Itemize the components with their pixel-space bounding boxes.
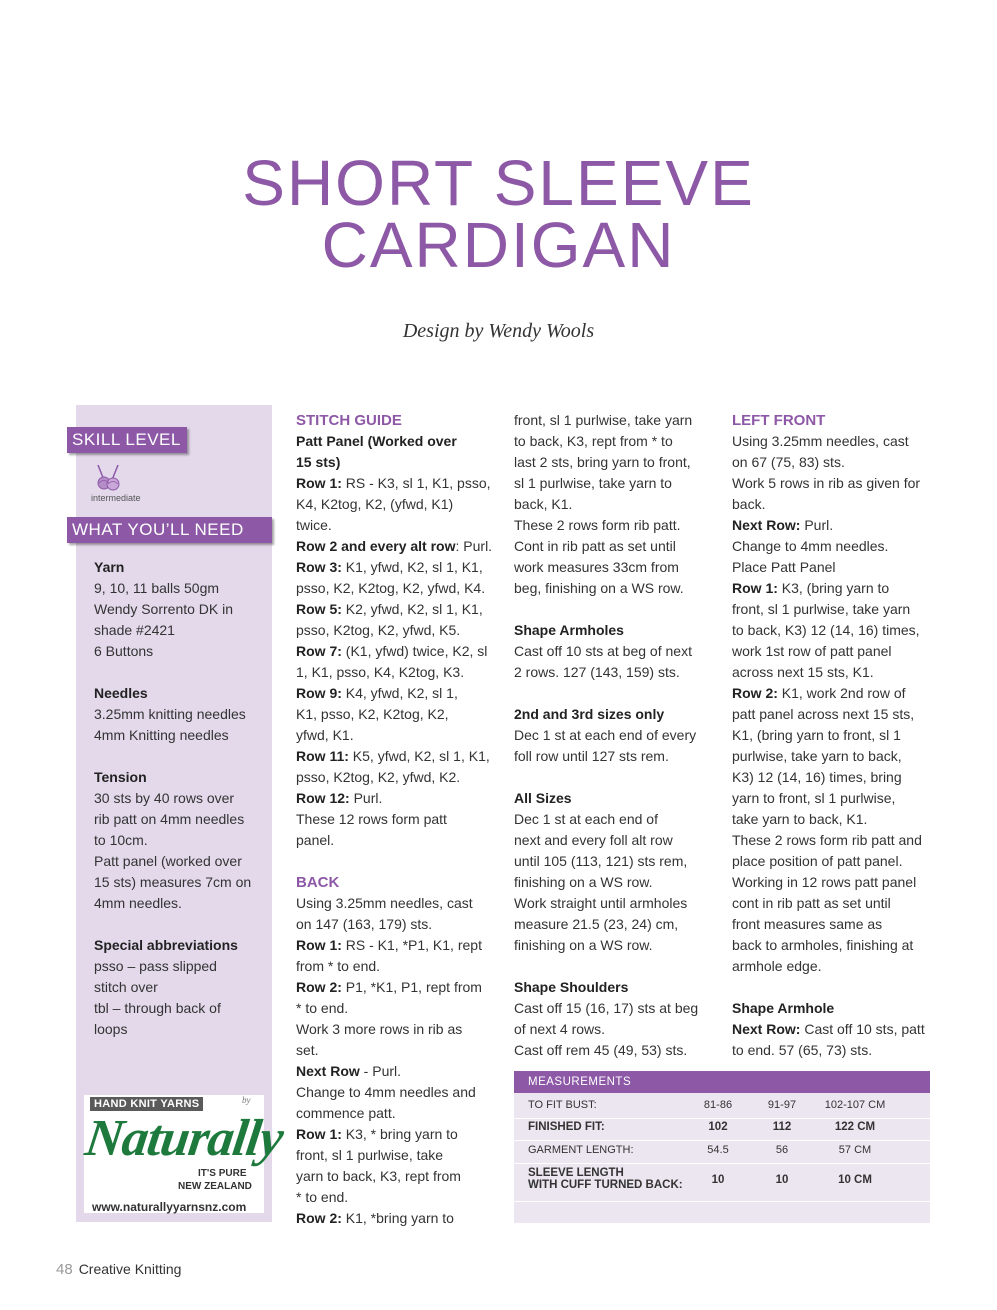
- instruction-text: back, K1.: [514, 496, 573, 512]
- page-title: [0, 147, 997, 281]
- instruction-line: [296, 1103, 496, 1124]
- instruction-line: [296, 767, 496, 788]
- column-stitch-guide: [296, 410, 496, 1229]
- tension-line: to 10cm.: [94, 832, 148, 848]
- instruction-text: Work 5 rows in rib as given for: [732, 475, 921, 491]
- instruction-line: [296, 1082, 496, 1103]
- instruction-line: [514, 872, 719, 893]
- abbreviation-line: loops: [94, 1021, 128, 1037]
- naturally-logo: Naturally: [81, 1110, 287, 1167]
- instruction-line: [732, 599, 937, 620]
- spacer: [732, 977, 937, 998]
- instruction-text: purlwise, take yarn to back,: [732, 748, 902, 764]
- instruction-line: [296, 641, 496, 662]
- instruction-text: - Purl.: [359, 1063, 402, 1079]
- tension-line: 30 sts by 40 rows over: [94, 790, 235, 806]
- measurement-label: [528, 1167, 683, 1191]
- page-footer: [56, 1261, 181, 1278]
- instruction-text: to end. 57 (65, 73) sts.: [732, 1042, 873, 1058]
- row-label: Row 11:: [296, 748, 349, 764]
- subheading-text: 15 sts): [296, 454, 341, 470]
- tension-line: 4mm needles.: [94, 895, 182, 911]
- instruction-text: finishing on a WS row.: [514, 937, 653, 953]
- page-number: 48: [56, 1261, 73, 1278]
- spacer: [514, 767, 719, 788]
- abbreviation-line: tbl – through back of: [94, 1000, 221, 1016]
- instruction-text: of next 4 rows.: [514, 1021, 606, 1037]
- tension-line: 15 sts) measures 7cm on: [94, 874, 252, 890]
- column-back-continued: [514, 410, 719, 1061]
- instruction-text: Change to 4mm needles.: [732, 538, 889, 554]
- instruction-line: [732, 704, 937, 725]
- instruction-line: [732, 956, 937, 977]
- spacer: [296, 851, 496, 872]
- subheading: [514, 788, 719, 809]
- row-divider: [514, 1201, 930, 1202]
- instruction-line: [296, 704, 496, 725]
- instruction-line: [732, 641, 937, 662]
- spacer: [514, 956, 719, 977]
- instruction-line: [296, 998, 496, 1019]
- instruction-line: [514, 998, 719, 1019]
- section-heading: BACK: [296, 874, 340, 891]
- instruction-text: armhole edge.: [732, 958, 822, 974]
- subheading: [514, 977, 719, 998]
- measurement-label-line: WITH CUFF TURNED BACK:: [528, 1179, 683, 1191]
- instruction-line: [732, 494, 937, 515]
- instruction-text: on 147 (163, 179) sts.: [296, 916, 433, 932]
- instruction-text: Working in 12 rows patt panel: [732, 874, 917, 890]
- measurement-value: 10: [711, 1174, 725, 1186]
- instruction-line: [296, 1124, 496, 1145]
- instruction-text: place position of patt panel.: [732, 853, 903, 869]
- instruction-line: [514, 914, 719, 935]
- measurement-label: [528, 1099, 597, 1111]
- instruction-line: [514, 1040, 719, 1061]
- instruction-line: [296, 494, 496, 515]
- instruction-line: [296, 809, 496, 830]
- measurements-title: MEASUREMENTS: [514, 1071, 930, 1093]
- instruction-text: K1, psso, K2, K2tog, K2,: [296, 706, 449, 722]
- instruction-text: Using 3.25mm needles, cast: [732, 433, 909, 449]
- instruction-line: [514, 746, 719, 767]
- instruction-line: [732, 746, 937, 767]
- subheading: [296, 452, 496, 473]
- instruction-line: [296, 830, 496, 851]
- instruction-line: [296, 1166, 496, 1187]
- row-label: Row 1:: [296, 1126, 342, 1142]
- instruction-line: [732, 620, 937, 641]
- subheading: [732, 998, 937, 1019]
- instruction-text: Using 3.25mm needles, cast: [296, 895, 473, 911]
- measurement-value: 10 CM: [838, 1174, 872, 1186]
- instruction-line: [296, 914, 496, 935]
- subheading-text: Shape Armhole: [732, 1000, 835, 1016]
- instruction-text: K3) 12 (14, 16) times, bring: [732, 769, 902, 785]
- instruction-line: [732, 536, 937, 557]
- yarn-line: 9, 10, 11 balls 50gm: [94, 580, 220, 596]
- instruction-line: [296, 1040, 496, 1061]
- instruction-text: Place Patt Panel: [732, 559, 836, 575]
- instruction-text: last 2 sts, bring yarn to front,: [514, 454, 691, 470]
- row-label: Row 2 and every alt row: [296, 538, 456, 554]
- instruction-text: to back, K3, rept from * to: [514, 433, 673, 449]
- instruction-text: 1, K1, psso, K4, K2tog, K3.: [296, 664, 465, 680]
- instruction-text: These 2 rows form rib patt.: [514, 517, 681, 533]
- instruction-line: [732, 935, 937, 956]
- needles-heading: Needles: [94, 685, 148, 701]
- instruction-line: [732, 893, 937, 914]
- instruction-text: Cast off rem 45 (49, 53) sts.: [514, 1042, 688, 1058]
- yarn-line: Wendy Sorrento DK in: [94, 601, 234, 617]
- yarn-ball-icon: [94, 463, 122, 493]
- instruction-line: [514, 515, 719, 536]
- materials-list: [94, 557, 269, 1040]
- abbreviation-line: psso – pass slipped: [94, 958, 217, 974]
- abbreviation-line: stitch over: [94, 979, 158, 995]
- row-label: Row 5:: [296, 601, 342, 617]
- subheading: [514, 704, 719, 725]
- ad-by: by: [242, 1095, 251, 1105]
- tension-line: Patt panel (worked over: [94, 853, 242, 869]
- row-label: Row 7:: [296, 643, 342, 659]
- measurement-value: 102-107 CM: [824, 1099, 886, 1111]
- instruction-text: back.: [732, 496, 766, 512]
- instruction-text: K5, yfwd, K2, sl 1, K1,: [348, 748, 490, 764]
- instruction-line: [514, 935, 719, 956]
- instruction-line: [514, 431, 719, 452]
- measurement-value: 10: [775, 1174, 789, 1186]
- instruction-line: [732, 662, 937, 683]
- instruction-text: Cast off 10 sts, patt: [800, 1021, 925, 1037]
- instruction-line: [732, 1019, 937, 1040]
- instruction-text: next and every foll alt row: [514, 832, 673, 848]
- sidebar-panel: [72, 405, 287, 1222]
- instruction-line: [514, 893, 719, 914]
- instruction-text: front, sl 1 purlwise, take: [296, 1147, 444, 1163]
- measurement-value: 56: [775, 1144, 789, 1156]
- instruction-line: [514, 851, 719, 872]
- instruction-text: psso, K2, K2tog, K2, yfwd, K4.: [296, 580, 486, 596]
- instruction-text: panel.: [296, 832, 335, 848]
- instruction-text: psso, K2tog, K2, yfwd, K5.: [296, 622, 461, 638]
- instruction-line: [514, 641, 719, 662]
- row-label: Row 12:: [296, 790, 350, 806]
- instruction-text: yarn to front, sl 1 purlwise,: [732, 790, 896, 806]
- instruction-line: [514, 809, 719, 830]
- instruction-text: across next 15 sts, K1.: [732, 664, 874, 680]
- instruction-text: work 1st row of patt panel: [732, 643, 892, 659]
- instruction-line: [296, 977, 496, 998]
- row-divider: [514, 1140, 930, 1141]
- measurements-table: [514, 1071, 930, 1223]
- instruction-text: yfwd, K1.: [296, 727, 354, 743]
- instruction-line: [732, 809, 937, 830]
- instruction-line: [514, 410, 719, 431]
- yarn-line: 6 Buttons: [94, 643, 154, 659]
- instruction-text: Dec 1 st at each end of every: [514, 727, 697, 743]
- column-left-front: [732, 410, 937, 1061]
- measurement-label: [528, 1144, 634, 1156]
- measurement-value: 81-86: [703, 1099, 733, 1111]
- row-label: Row 2:: [732, 685, 778, 701]
- byline: Design by Wendy Wools: [402, 320, 595, 342]
- measurement-value: 112: [772, 1121, 792, 1133]
- spacer: [514, 599, 719, 620]
- tension-line: rib patt on 4mm needles: [94, 811, 245, 827]
- instruction-text: back to armholes, finishing at: [732, 937, 914, 953]
- instruction-line: [296, 1061, 496, 1082]
- instruction-text: These 2 rows form rib patt and: [732, 832, 922, 848]
- instruction-text: set.: [296, 1042, 319, 1058]
- instruction-line: [296, 788, 496, 809]
- ad-tagline: NEW ZEALAND: [178, 1181, 252, 1192]
- instruction-line: [296, 536, 496, 557]
- instruction-text: (K1, yfwd) twice, K2, sl: [341, 643, 488, 659]
- instruction-line: [296, 683, 496, 704]
- what-you-need-tag: WHAT YOU’LL NEED: [67, 517, 272, 543]
- instruction-text: K1, (bring yarn to front, sl 1: [732, 727, 901, 743]
- instruction-line: [732, 452, 937, 473]
- instruction-line: [732, 557, 937, 578]
- instruction-text: Work 3 more rows in rib as: [296, 1021, 463, 1037]
- measurement-value: 91-97: [767, 1099, 797, 1111]
- instruction-line: [514, 494, 719, 515]
- instruction-text: Dec 1 st at each end of: [514, 811, 658, 827]
- instruction-line: [296, 1145, 496, 1166]
- subheading-text: Shape Armholes: [514, 622, 624, 638]
- instruction-line: [296, 1019, 496, 1040]
- instruction-line: [732, 578, 937, 599]
- instruction-text: K4, K2tog, K2, (yfwd, K1): [296, 496, 454, 512]
- row-label: Row 2:: [296, 1210, 342, 1226]
- instruction-text: patt panel across next 15 sts,: [732, 706, 915, 722]
- ad-tagline: IT'S PURE: [198, 1168, 247, 1179]
- title-line-2: CARDIGAN: [321, 209, 676, 281]
- instruction-text: yarn to back, K3, rept from: [296, 1168, 461, 1184]
- instruction-text: beg, finishing on a WS row.: [514, 580, 684, 596]
- instruction-text: from * to end.: [296, 958, 381, 974]
- instruction-text: foll row until 127 sts rem.: [514, 748, 669, 764]
- instruction-line: [514, 536, 719, 557]
- instruction-text: K1, yfwd, K2, sl 1, K1,: [341, 559, 483, 575]
- instruction-text: * to end.: [296, 1000, 349, 1016]
- section-heading: LEFT FRONT: [732, 412, 826, 429]
- measurement-value: 102: [708, 1121, 728, 1133]
- row-label: Row 1:: [296, 937, 342, 953]
- instruction-text: K2, yfwd, K2, sl 1, K1,: [341, 601, 483, 617]
- measurement-value: 122 CM: [834, 1121, 876, 1133]
- naturally-yarns-ad: [81, 1095, 287, 1214]
- instruction-line: [732, 851, 937, 872]
- instruction-line: [514, 578, 719, 599]
- subheading-text: 2nd and 3rd sizes only: [514, 706, 665, 722]
- instruction-text: 2 rows. 127 (143, 159) sts.: [514, 664, 680, 680]
- instruction-line: [732, 515, 937, 536]
- skill-level-value: intermediate: [91, 493, 141, 503]
- row-label: Next Row: [296, 1063, 360, 1079]
- instruction-text: RS - K1, *P1, K1, rept: [341, 937, 482, 953]
- instruction-line: [296, 725, 496, 746]
- instruction-line: [514, 725, 719, 746]
- instruction-text: cont in rib patt as set until: [732, 895, 891, 911]
- ad-header: HAND KNIT YARNS: [90, 1097, 203, 1111]
- instruction-text: measure 21.5 (23, 24) cm,: [514, 916, 679, 932]
- magazine-name: Creative Knitting: [78, 1261, 182, 1277]
- ad-url-link[interactable]: www.naturallyyarnsnz.com: [92, 1200, 247, 1214]
- instruction-text: take yarn to back, K1.: [732, 811, 868, 827]
- title-line-1: SHORT SLEEVE: [242, 147, 755, 219]
- measurement-value: 57 CM: [838, 1144, 872, 1156]
- instruction-text: front measures same as: [732, 916, 883, 932]
- measurement-label-line: GARMENT LENGTH:: [528, 1144, 634, 1156]
- section-heading: STITCH GUIDE: [296, 412, 402, 429]
- tension-heading: Tension: [94, 769, 147, 785]
- row-label: Row 9:: [296, 685, 342, 701]
- instruction-line: [732, 914, 937, 935]
- subheading-text: Shape Shoulders: [514, 979, 629, 995]
- instruction-text: twice.: [296, 517, 332, 533]
- instruction-text: Cast off 15 (16, 17) sts at beg: [514, 1000, 699, 1016]
- instruction-text: * to end.: [296, 1189, 349, 1205]
- instruction-text: K3, (bring yarn to: [777, 580, 890, 596]
- instruction-line: [514, 662, 719, 683]
- instruction-text: Cast off 10 sts at beg of next: [514, 643, 692, 659]
- row-label: Row 3:: [296, 559, 342, 575]
- instruction-line: [296, 956, 496, 977]
- instruction-line: [732, 683, 937, 704]
- instruction-line: [732, 788, 937, 809]
- instruction-line: [296, 515, 496, 536]
- instruction-text: K3, * bring yarn to: [341, 1126, 458, 1142]
- row-label: Next Row:: [732, 517, 801, 533]
- instruction-line: [732, 1040, 937, 1061]
- instruction-text: K1, work 2nd row of: [777, 685, 906, 701]
- row-label: Row 2:: [296, 979, 342, 995]
- instruction-text: front, sl 1 purlwise, take yarn: [732, 601, 911, 617]
- needles-line: 3.25mm knitting needles: [94, 706, 246, 722]
- instruction-line: [296, 557, 496, 578]
- instruction-text: commence patt.: [296, 1105, 396, 1121]
- measurement-value: 54.5: [707, 1144, 729, 1156]
- row-divider: [514, 1163, 930, 1164]
- instruction-line: [296, 620, 496, 641]
- instruction-line: [732, 473, 937, 494]
- instruction-text: RS - K3, sl 1, K1, psso,: [341, 475, 491, 491]
- instruction-line: [296, 473, 496, 494]
- instruction-text: Work straight until armholes: [514, 895, 688, 911]
- instruction-line: [732, 872, 937, 893]
- subheading: [514, 620, 719, 641]
- instruction-text: until 105 (113, 121) sts rem,: [514, 853, 688, 869]
- instruction-line: [296, 578, 496, 599]
- instruction-line: [732, 830, 937, 851]
- measurement-label-line: SLEEVE LENGTH: [528, 1167, 624, 1179]
- instruction-text: K4, yfwd, K2, sl 1,: [341, 685, 458, 701]
- row-label: Row 1:: [296, 475, 342, 491]
- instruction-text: to back, K3) 12 (14, 16) times,: [732, 622, 920, 638]
- instruction-line: [296, 662, 496, 683]
- instruction-text: psso, K2tog, K2, yfwd, K2.: [296, 769, 461, 785]
- instruction-text: work measures 33cm from: [514, 559, 679, 575]
- measurement-label-line: TO FIT BUST:: [528, 1099, 597, 1111]
- instruction-text: on 67 (75, 83) sts.: [732, 454, 845, 470]
- instruction-text: Change to 4mm needles and: [296, 1084, 476, 1100]
- measurement-label-line: FINISHED FIT:: [528, 1121, 605, 1133]
- instruction-text: Purl.: [800, 517, 834, 533]
- needles-line: 4mm Knitting needles: [94, 727, 229, 743]
- instruction-text: P1, *K1, P1, rept from: [341, 979, 482, 995]
- instruction-text: : Purl.: [455, 538, 493, 554]
- instruction-line: [296, 893, 496, 914]
- instruction-text: finishing on a WS row.: [514, 874, 653, 890]
- instruction-line: [732, 767, 937, 788]
- instruction-line: [296, 1187, 496, 1208]
- skill-level-tag: SKILL LEVEL: [67, 427, 187, 453]
- instruction-text: K1, *bring yarn to: [341, 1210, 454, 1226]
- subheading: [296, 431, 496, 452]
- measurement-label: [528, 1121, 605, 1133]
- instruction-line: [732, 725, 937, 746]
- instruction-line: [514, 473, 719, 494]
- instruction-text: Cont in rib patt as set until: [514, 538, 676, 554]
- instruction-line: [732, 431, 937, 452]
- row-label: Row 1:: [732, 580, 778, 596]
- instruction-line: [514, 830, 719, 851]
- instruction-line: [296, 935, 496, 956]
- subheading-text: Patt Panel (Worked over: [296, 433, 457, 449]
- instruction-line: [296, 746, 496, 767]
- instruction-text: Purl.: [349, 790, 383, 806]
- instruction-line: [296, 599, 496, 620]
- yarn-line: shade #2421: [94, 622, 175, 638]
- instruction-text: These 12 rows form patt: [296, 811, 447, 827]
- instruction-line: [514, 557, 719, 578]
- instruction-text: sl 1 purlwise, take yarn to: [514, 475, 672, 491]
- instruction-line: [296, 1208, 496, 1229]
- instruction-line: [514, 1019, 719, 1040]
- instruction-line: [514, 452, 719, 473]
- row-divider: [514, 1118, 930, 1119]
- spacer: [514, 683, 719, 704]
- subheading-text: All Sizes: [514, 790, 572, 806]
- instruction-text: front, sl 1 purlwise, take yarn: [514, 412, 693, 428]
- row-label: Next Row:: [732, 1021, 801, 1037]
- yarn-heading: Yarn: [94, 559, 125, 575]
- abbreviations-heading: Special abbreviations: [94, 937, 238, 953]
